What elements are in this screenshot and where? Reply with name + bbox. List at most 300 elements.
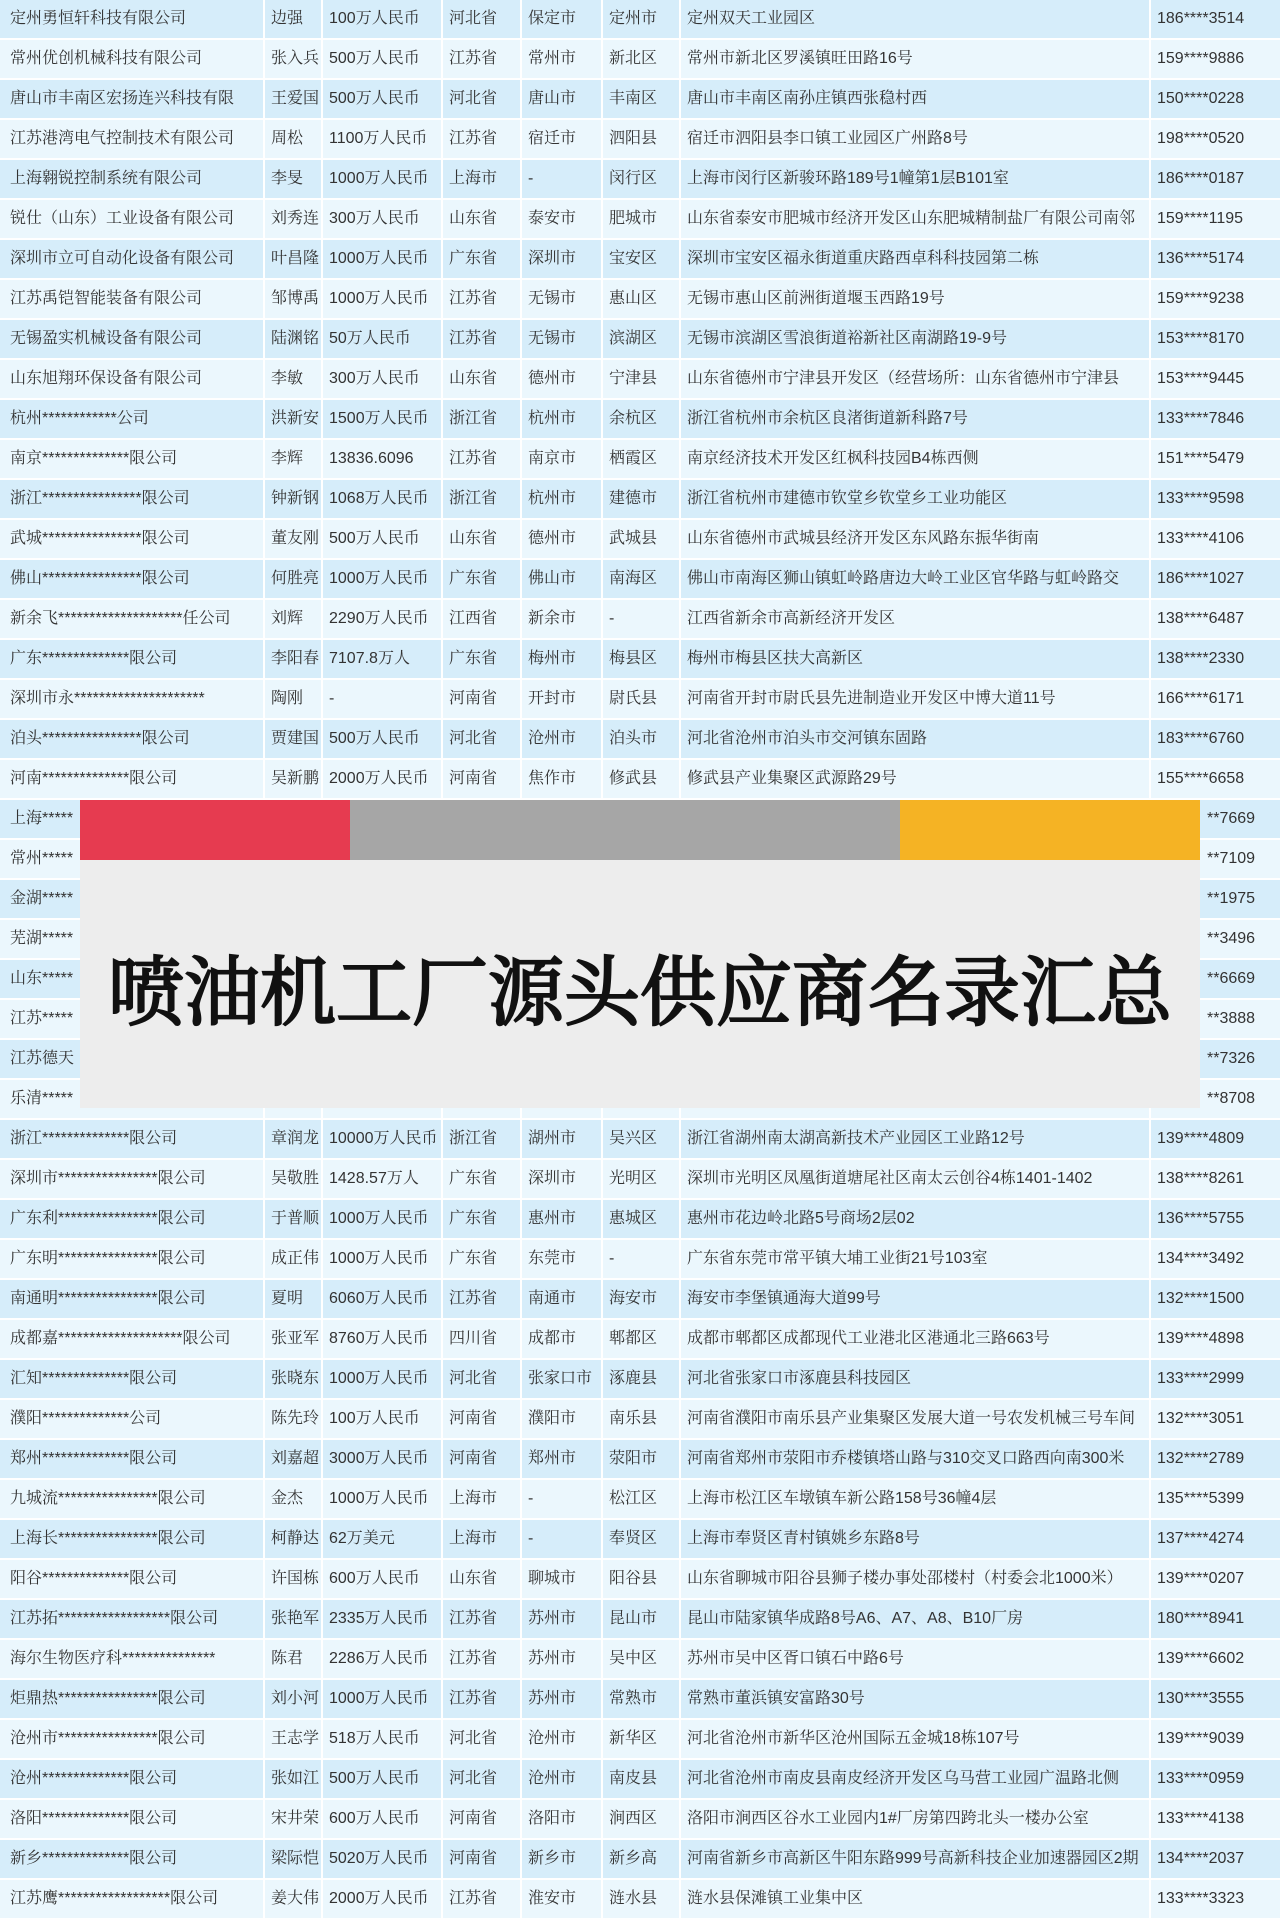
contact-person-cell: 柯静达 xyxy=(265,1520,323,1558)
city-cell: 德州市 xyxy=(522,360,603,398)
address-cell: 惠州市花边岭北路5号商场2层02 xyxy=(681,1200,1151,1238)
table-row xyxy=(0,80,1280,120)
registered-capital-cell: 518万人民币 xyxy=(323,1720,443,1758)
company-name-cell: 深圳市永********************* xyxy=(0,680,265,718)
address-cell: 宿迁市泗阳县李口镇工业园区广州路8号 xyxy=(681,120,1151,158)
registered-capital-cell: 2000万人民币 xyxy=(323,1880,443,1918)
address-cell: 洛阳市涧西区谷水工业园内1#厂房第四跨北头一楼办公室 xyxy=(681,1800,1151,1838)
province-cell: 江苏省 xyxy=(443,1280,522,1318)
city-cell: 深圳市 xyxy=(522,240,603,278)
contact-person-cell: 陶刚 xyxy=(265,680,323,718)
table-row xyxy=(0,0,1280,40)
table-row xyxy=(0,1800,1280,1840)
phone-cell: 135****5399 xyxy=(1157,1490,1245,1507)
table-row xyxy=(0,560,1280,600)
contact-person-cell: 成正伟 xyxy=(265,1240,323,1278)
registered-capital-cell: 8760万人民币 xyxy=(323,1320,443,1358)
province-cell: 江苏省 xyxy=(443,1600,522,1638)
address-cell: 河北省沧州市新华区沧州国际五金城18栋107号 xyxy=(681,1720,1151,1758)
address-cell: 常州市新北区罗溪镇旺田路16号 xyxy=(681,40,1151,78)
province-cell: 河北省 xyxy=(443,720,522,758)
table-row xyxy=(0,1280,1280,1320)
contact-person-cell: 刘小河 xyxy=(265,1680,323,1718)
phone-cell: 150****0228 xyxy=(1157,90,1245,107)
address-cell: 山东省德州市宁津县开发区（经营场所：山东省德州市宁津县 xyxy=(681,360,1151,398)
district-cell: 修武县 xyxy=(603,760,681,798)
contact-person-cell: 贾建国 xyxy=(265,720,323,758)
table-row xyxy=(0,1520,1280,1560)
phone-cell: 166****6171 xyxy=(1157,690,1245,707)
company-name-cell: 深圳市立可自动化设备有限公司 xyxy=(0,240,265,278)
phone-cell: 133****0959 xyxy=(1157,1770,1245,1787)
city-cell: 淮安市 xyxy=(522,1880,603,1918)
city-cell: 沧州市 xyxy=(522,1760,603,1798)
table-row xyxy=(0,1120,1280,1160)
address-cell: 山东省泰安市肥城市经济开发区山东肥城精制盐厂有限公司南邻 xyxy=(681,200,1151,238)
table-row xyxy=(0,1160,1280,1200)
province-cell: 河南省 xyxy=(443,1800,522,1838)
district-cell: 滨湖区 xyxy=(603,320,681,358)
province-cell: 山东省 xyxy=(443,200,522,238)
phone-cell: 139****4809 xyxy=(1157,1130,1245,1147)
table-row xyxy=(0,520,1280,560)
phone-cell: 133****4138 xyxy=(1157,1810,1245,1827)
company-name-cell: 南京**************限公司 xyxy=(0,440,265,478)
table-row xyxy=(0,1400,1280,1440)
table-row xyxy=(0,40,1280,80)
contact-person-cell: 董友刚 xyxy=(265,520,323,558)
phone-cell: 153****9445 xyxy=(1157,370,1245,387)
registered-capital-cell: 500万人民币 xyxy=(323,80,443,118)
company-name-cell: 上海***** xyxy=(0,800,265,838)
city-cell: 南京市 xyxy=(522,440,603,478)
province-cell: 江苏省 xyxy=(443,320,522,358)
banner-color-bar xyxy=(80,800,1200,860)
contact-person-cell: 邹博禹 xyxy=(265,280,323,318)
contact-person-cell: 王志学 xyxy=(265,1720,323,1758)
company-name-cell: 上海翱锐控制系统有限公司 xyxy=(0,160,265,198)
city-cell: 梅州市 xyxy=(522,640,603,678)
contact-person-cell: 陈君 xyxy=(265,1640,323,1678)
city-cell: 无锡市 xyxy=(522,320,603,358)
address-cell: 海安市李堡镇通海大道99号 xyxy=(681,1280,1151,1318)
registered-capital-cell: 10000万人民币 xyxy=(323,1120,443,1158)
province-cell: 江苏省 xyxy=(443,1880,522,1918)
city-cell: 聊城市 xyxy=(522,1560,603,1598)
registered-capital-cell: 500万人民币 xyxy=(323,1760,443,1798)
company-name-cell: 无锡盈实机械设备有限公司 xyxy=(0,320,265,358)
contact-person-cell: 李旻 xyxy=(265,160,323,198)
company-name-cell: 浙江****************限公司 xyxy=(0,480,265,518)
registered-capital-cell: - xyxy=(323,680,443,718)
district-cell: 宁津县 xyxy=(603,360,681,398)
table-row xyxy=(0,720,1280,760)
contact-person-cell: 夏明 xyxy=(265,1280,323,1318)
phone-cell: 132****2789 xyxy=(1157,1450,1245,1467)
title-panel xyxy=(80,860,1200,1108)
district-cell: 涧西区 xyxy=(603,1800,681,1838)
address-cell: 涟水县保滩镇工业集中区 xyxy=(681,1880,1151,1918)
banner-bar-gray xyxy=(350,800,900,860)
address-cell: 河北省沧州市泊头市交河镇东固路 xyxy=(681,720,1151,758)
table-row xyxy=(0,200,1280,240)
company-name-cell: 洛阳**************限公司 xyxy=(0,1800,265,1838)
city-cell: 常州市 xyxy=(522,40,603,78)
district-cell: 光明区 xyxy=(603,1160,681,1198)
table-row xyxy=(0,1200,1280,1240)
company-name-cell: 唐山市丰南区宏扬连兴科技有限 xyxy=(0,80,265,118)
company-name-cell: 定州勇恒轩科技有限公司 xyxy=(0,0,265,38)
address-cell: 浙江省杭州市余杭区良渚街道新科路7号 xyxy=(681,400,1151,438)
contact-person-cell: 宋井荣 xyxy=(265,1800,323,1838)
registered-capital-cell: 1000万人民币 xyxy=(323,1680,443,1718)
phone-cell: 132****1500 xyxy=(1157,1290,1245,1307)
contact-person-cell: 李敏 xyxy=(265,360,323,398)
address-cell: 山东省德州市武城县经济开发区东风路东振华街南 xyxy=(681,520,1151,558)
contact-person-cell: 张晓东 xyxy=(265,1360,323,1398)
city-cell: 郑州市 xyxy=(522,1440,603,1478)
registered-capital-cell: 1000万人民币 xyxy=(323,1240,443,1278)
address-cell: 河北省张家口市涿鹿县科技园区 xyxy=(681,1360,1151,1398)
registered-capital-cell: 3000万人民币 xyxy=(323,1440,443,1478)
company-name-cell: 广东明****************限公司 xyxy=(0,1240,265,1278)
company-name-cell: 江苏德天 xyxy=(0,1040,265,1078)
registered-capital-cell: 500万人民币 xyxy=(323,520,443,558)
contact-person-cell: 吴敬胜 xyxy=(265,1160,323,1198)
province-cell: 河北省 xyxy=(443,1360,522,1398)
company-name-cell: 新余飞********************任公司 xyxy=(0,600,265,638)
province-cell: 江苏省 xyxy=(443,40,522,78)
table-row xyxy=(0,320,1280,360)
address-cell: 江西省新余市高新经济开发区 xyxy=(681,600,1151,638)
address-cell: 河南省新乡市高新区牛阳东路999号高新科技企业加速器园区2期 xyxy=(681,1840,1151,1878)
phone-cell: 136****5174 xyxy=(1157,250,1245,267)
company-name-cell: 广东利****************限公司 xyxy=(0,1200,265,1238)
table-row xyxy=(0,120,1280,160)
address-cell: 河北省沧州市南皮县南皮经济开发区乌马营工业园广温路北侧 xyxy=(681,1760,1151,1798)
province-cell: 河北省 xyxy=(443,1720,522,1758)
table-row xyxy=(0,240,1280,280)
phone-cell: 155****6658 xyxy=(1157,770,1245,787)
district-cell: 泗阳县 xyxy=(603,120,681,158)
table-row xyxy=(0,1240,1280,1280)
table-row xyxy=(0,1560,1280,1600)
phone-cell: 186****0187 xyxy=(1157,170,1245,187)
province-cell: 河南省 xyxy=(443,1840,522,1878)
city-cell: 张家口市 xyxy=(522,1360,603,1398)
phone-cell: **7109 xyxy=(1207,850,1256,867)
address-cell: 上海市奉贤区青村镇姚乡东路8号 xyxy=(681,1520,1151,1558)
table-row xyxy=(0,1720,1280,1760)
contact-person-cell: 何胜亮 xyxy=(265,560,323,598)
contact-person-cell: 刘秀连 xyxy=(265,200,323,238)
address-cell: 唐山市丰南区南孙庄镇西张稳村西 xyxy=(681,80,1151,118)
province-cell: 河南省 xyxy=(443,1440,522,1478)
phone-cell: 183****6760 xyxy=(1157,730,1245,747)
city-cell: 濮阳市 xyxy=(522,1400,603,1438)
address-cell: 山东省聊城市阳谷县狮子楼办事处邵楼村（村委会北1000米） xyxy=(681,1560,1151,1598)
province-cell: 上海市 xyxy=(443,1520,522,1558)
company-name-cell: 江苏禹铠智能装备有限公司 xyxy=(0,280,265,318)
district-cell: - xyxy=(603,1240,681,1278)
table-row xyxy=(0,1360,1280,1400)
company-name-cell: 沧州市****************限公司 xyxy=(0,1720,265,1758)
registered-capital-cell: 1000万人民币 xyxy=(323,1480,443,1518)
registered-capital-cell: 2286万人民币 xyxy=(323,1640,443,1678)
city-cell: 新乡市 xyxy=(522,1840,603,1878)
registered-capital-cell: 1100万人民币 xyxy=(323,120,443,158)
table-row xyxy=(0,760,1280,800)
company-name-cell: 金湖***** xyxy=(0,880,265,918)
address-cell: 定州双天工业园区 xyxy=(681,0,1151,38)
province-cell: 山东省 xyxy=(443,1560,522,1598)
province-cell: 山东省 xyxy=(443,360,522,398)
company-name-cell: 江苏拓******************限公司 xyxy=(0,1600,265,1638)
table-row xyxy=(0,1760,1280,1800)
company-name-cell: 武城****************限公司 xyxy=(0,520,265,558)
table-row xyxy=(0,1600,1280,1640)
registered-capital-cell: 1000万人民币 xyxy=(323,240,443,278)
registered-capital-cell: 100万人民币 xyxy=(323,1400,443,1438)
table-row xyxy=(0,440,1280,480)
registered-capital-cell: 300万人民币 xyxy=(323,200,443,238)
city-cell: 洛阳市 xyxy=(522,1800,603,1838)
phone-cell: 132****3051 xyxy=(1157,1410,1245,1427)
registered-capital-cell: 2290万人民币 xyxy=(323,600,443,638)
company-name-cell: 炬鼎热****************限公司 xyxy=(0,1680,265,1718)
province-cell: 江苏省 xyxy=(443,1640,522,1678)
phone-cell: 180****8941 xyxy=(1157,1610,1245,1627)
district-cell: 南海区 xyxy=(603,560,681,598)
province-cell: 浙江省 xyxy=(443,1120,522,1158)
address-cell: 苏州市吴中区胥口镇石中路6号 xyxy=(681,1640,1151,1678)
page-title: 喷油机工厂源头供应商名录汇总 xyxy=(108,948,1172,1037)
province-cell: 江苏省 xyxy=(443,280,522,318)
city-cell: 新余市 xyxy=(522,600,603,638)
phone-cell: 134****2037 xyxy=(1157,1850,1245,1867)
district-cell: 吴中区 xyxy=(603,1640,681,1678)
address-cell: 深圳市宝安区福永街道重庆路西卓科科技园第二栋 xyxy=(681,240,1151,278)
registered-capital-cell: 600万人民币 xyxy=(323,1800,443,1838)
banner-bar-red xyxy=(80,800,350,860)
district-cell: - xyxy=(603,600,681,638)
table-row xyxy=(0,360,1280,400)
province-cell: 山东省 xyxy=(443,520,522,558)
district-cell: 惠城区 xyxy=(603,1200,681,1238)
company-name-cell: 深圳市****************限公司 xyxy=(0,1160,265,1198)
city-cell: 沧州市 xyxy=(522,720,603,758)
company-name-cell: 山东旭翔环保设备有限公司 xyxy=(0,360,265,398)
contact-person-cell: 刘辉 xyxy=(265,600,323,638)
city-cell: 惠州市 xyxy=(522,1200,603,1238)
district-cell: 海安市 xyxy=(603,1280,681,1318)
table-row xyxy=(0,480,1280,520)
contact-person-cell: 李阳春 xyxy=(265,640,323,678)
district-cell: 荥阳市 xyxy=(603,1440,681,1478)
address-cell: 浙江省杭州市建德市钦堂乡钦堂乡工业功能区 xyxy=(681,480,1151,518)
district-cell: 武城县 xyxy=(603,520,681,558)
registered-capital-cell: 1000万人民币 xyxy=(323,160,443,198)
company-name-cell: 常州优创机械科技有限公司 xyxy=(0,40,265,78)
phone-cell: 186****1027 xyxy=(1157,570,1245,587)
company-name-cell: 乐清***** xyxy=(0,1080,265,1118)
table-row xyxy=(0,1320,1280,1360)
province-cell: 浙江省 xyxy=(443,400,522,438)
contact-person-cell: 钟新钢 xyxy=(265,480,323,518)
company-name-cell: 杭州************公司 xyxy=(0,400,265,438)
company-name-cell: 上海长****************限公司 xyxy=(0,1520,265,1558)
contact-person-cell: 王爱国 xyxy=(265,80,323,118)
city-cell: 无锡市 xyxy=(522,280,603,318)
company-name-cell: 郑州**************限公司 xyxy=(0,1440,265,1478)
company-name-cell: 江苏鹰******************限公司 xyxy=(0,1880,265,1918)
contact-person-cell: 叶昌隆 xyxy=(265,240,323,278)
registered-capital-cell: 2000万人民币 xyxy=(323,760,443,798)
contact-person-cell: 于普顺 xyxy=(265,1200,323,1238)
table-row xyxy=(0,600,1280,640)
address-cell: 广东省东莞市常平镇大埔工业街21号103室 xyxy=(681,1240,1151,1278)
address-cell: 深圳市光明区凤凰街道塘尾社区南太云创谷4栋1401-1402 xyxy=(681,1160,1151,1198)
contact-person-cell: 陆渊铭 xyxy=(265,320,323,358)
province-cell: 江苏省 xyxy=(443,440,522,478)
phone-cell: **6669 xyxy=(1207,970,1256,987)
phone-cell: 137****4274 xyxy=(1157,1530,1245,1547)
registered-capital-cell: 500万人民币 xyxy=(323,40,443,78)
table-row xyxy=(0,1680,1280,1720)
phone-cell: 198****0520 xyxy=(1157,130,1245,147)
district-cell: 南乐县 xyxy=(603,1400,681,1438)
company-name-cell: 锐仕（山东）工业设备有限公司 xyxy=(0,200,265,238)
registered-capital-cell: 1428.57万人 xyxy=(323,1160,443,1198)
address-cell: 无锡市滨湖区雪浪街道裕新社区南湖路19-9号 xyxy=(681,320,1151,358)
city-cell: 开封市 xyxy=(522,680,603,718)
phone-cell: 133****4106 xyxy=(1157,530,1245,547)
district-cell: 丰南区 xyxy=(603,80,681,118)
contact-person-cell: 金杰 xyxy=(265,1480,323,1518)
registered-capital-cell: 50万人民币 xyxy=(323,320,443,358)
company-name-cell: 常州***** xyxy=(0,840,265,878)
province-cell: 上海市 xyxy=(443,1480,522,1518)
contact-person-cell: 边强 xyxy=(265,0,323,38)
company-name-cell: 江苏***** xyxy=(0,1000,265,1038)
address-cell: 河南省郑州市荥阳市乔楼镇塔山路与310交叉口路西向南300米 xyxy=(681,1440,1151,1478)
phone-cell: 136****5755 xyxy=(1157,1210,1245,1227)
company-name-cell: 新乡**************限公司 xyxy=(0,1840,265,1878)
district-cell: 郫都区 xyxy=(603,1320,681,1358)
province-cell: 河北省 xyxy=(443,1760,522,1798)
phone-cell: 133****2999 xyxy=(1157,1370,1245,1387)
address-cell: 南京经济技术开发区红枫科技园B4栋西侧 xyxy=(681,440,1151,478)
contact-person-cell: 周松 xyxy=(265,120,323,158)
table-row xyxy=(0,1440,1280,1480)
address-cell: 修武县产业集聚区武源路29号 xyxy=(681,760,1151,798)
province-cell: 四川省 xyxy=(443,1320,522,1358)
phone-cell: 133****7846 xyxy=(1157,410,1245,427)
city-cell: 宿迁市 xyxy=(522,120,603,158)
province-cell: 江西省 xyxy=(443,600,522,638)
province-cell: 广东省 xyxy=(443,1240,522,1278)
address-cell: 成都市郫都区成都现代工业港北区港通北三路663号 xyxy=(681,1320,1151,1358)
registered-capital-cell: 600万人民币 xyxy=(323,1560,443,1598)
company-name-cell: 河南**************限公司 xyxy=(0,760,265,798)
company-name-cell: 海尔生物医疗科*************** xyxy=(0,1640,265,1678)
contact-person-cell: 许国栋 xyxy=(265,1560,323,1598)
district-cell: 余杭区 xyxy=(603,400,681,438)
contact-person-cell: 张艳军 xyxy=(265,1600,323,1638)
phone-cell: 186****3514 xyxy=(1157,10,1245,27)
phone-cell: 139****6602 xyxy=(1157,1650,1245,1667)
phone-cell: 133****9598 xyxy=(1157,490,1245,507)
district-cell: 昆山市 xyxy=(603,1600,681,1638)
company-name-cell: 广东**************限公司 xyxy=(0,640,265,678)
district-cell: 宝安区 xyxy=(603,240,681,278)
phone-cell: **7326 xyxy=(1207,1050,1256,1067)
phone-cell: 159****9886 xyxy=(1157,50,1245,67)
province-cell: 浙江省 xyxy=(443,480,522,518)
district-cell: 阳谷县 xyxy=(603,1560,681,1598)
city-cell: - xyxy=(522,160,603,198)
phone-cell: 159****1195 xyxy=(1157,210,1244,227)
district-cell: 泊头市 xyxy=(603,720,681,758)
province-cell: 上海市 xyxy=(443,160,522,198)
table-row xyxy=(0,1640,1280,1680)
contact-person-cell: 姜大伟 xyxy=(265,1880,323,1918)
registered-capital-cell: 2335万人民币 xyxy=(323,1600,443,1638)
city-cell: 泰安市 xyxy=(522,200,603,238)
phone-cell: 159****9238 xyxy=(1157,290,1245,307)
district-cell: 建德市 xyxy=(603,480,681,518)
address-cell: 河南省开封市尉氏县先进制造业开发区中博大道11号 xyxy=(681,680,1151,718)
province-cell: 江苏省 xyxy=(443,120,522,158)
registered-capital-cell: 5020万人民币 xyxy=(323,1840,443,1878)
city-cell: 沧州市 xyxy=(522,1720,603,1758)
district-cell: 奉贤区 xyxy=(603,1520,681,1558)
province-cell: 河南省 xyxy=(443,1400,522,1438)
contact-person-cell: 洪新安 xyxy=(265,400,323,438)
registered-capital-cell: 7107.8万人 xyxy=(323,640,443,678)
registered-capital-cell: 13836.6096 xyxy=(323,440,443,478)
table-row xyxy=(0,680,1280,720)
registered-capital-cell: 1068万人民币 xyxy=(323,480,443,518)
city-cell: 苏州市 xyxy=(522,1600,603,1638)
table-row xyxy=(0,1880,1280,1920)
province-cell: 广东省 xyxy=(443,240,522,278)
table-row xyxy=(0,160,1280,200)
city-cell: 杭州市 xyxy=(522,480,603,518)
district-cell: 吴兴区 xyxy=(603,1120,681,1158)
phone-cell: 139****4898 xyxy=(1157,1330,1245,1347)
contact-person-cell: 张如江 xyxy=(265,1760,323,1798)
banner-bar-yellow xyxy=(900,800,1200,860)
phone-cell: **3496 xyxy=(1207,930,1256,947)
address-cell: 昆山市陆家镇华成路8号A6、A7、A8、B10厂房 xyxy=(681,1600,1151,1638)
registered-capital-cell: 1500万人民币 xyxy=(323,400,443,438)
company-name-cell: 山东***** xyxy=(0,960,265,998)
province-cell: 河北省 xyxy=(443,80,522,118)
table-row xyxy=(0,1480,1280,1520)
contact-person-cell: 章润龙 xyxy=(265,1120,323,1158)
province-cell: 河南省 xyxy=(443,760,522,798)
phone-cell: 139****0207 xyxy=(1157,1570,1245,1587)
phone-cell: 138****2330 xyxy=(1157,650,1245,667)
contact-person-cell: 吴新鹏 xyxy=(265,760,323,798)
registered-capital-cell: 500万人民币 xyxy=(323,720,443,758)
phone-cell: 153****8170 xyxy=(1157,330,1245,347)
city-cell: - xyxy=(522,1520,603,1558)
district-cell: 栖霞区 xyxy=(603,440,681,478)
city-cell: 佛山市 xyxy=(522,560,603,598)
district-cell: 梅县区 xyxy=(603,640,681,678)
